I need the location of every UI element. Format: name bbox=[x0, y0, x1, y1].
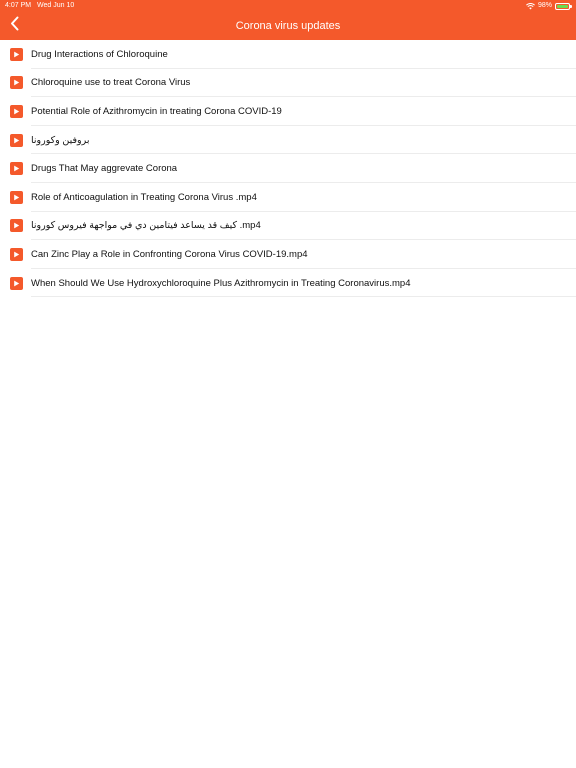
list-item-label: Chloroquine use to treat Corona Virus bbox=[31, 77, 191, 89]
play-icon bbox=[10, 248, 23, 261]
list-item-label: When Should We Use Hydroxychloroquine Plus Azithromycin in Treating Coronavirus.mp4 bbox=[31, 277, 411, 289]
status-time: 4:07 PM bbox=[5, 2, 32, 9]
list-item-label: Drugs That May aggrevate Corona bbox=[31, 163, 178, 175]
status-indicators bbox=[526, 0, 570, 12]
list-item[interactable] bbox=[0, 97, 576, 126]
wifi-icon bbox=[526, 3, 535, 10]
list-item-label: Can Zinc Play a Role in Confronting Corona Virus COVID-19.mp4 bbox=[31, 248, 308, 260]
video-list bbox=[0, 40, 576, 297]
play-icon bbox=[10, 191, 23, 204]
list-item-label: بروفين وكورونا bbox=[31, 134, 90, 146]
status-date: Wed Jun 10 bbox=[37, 2, 75, 9]
battery-level bbox=[557, 5, 568, 8]
page-title: Corona virus updates bbox=[235, 20, 341, 32]
list-item[interactable] bbox=[0, 126, 576, 155]
list-item[interactable] bbox=[0, 69, 576, 98]
play-icon bbox=[10, 105, 23, 118]
status-bar bbox=[0, 0, 576, 12]
top-bar bbox=[0, 0, 576, 40]
list-item-label: Role of Anticoagulation in Treating Corona Virus .mp4 bbox=[31, 191, 257, 203]
list-item[interactable] bbox=[0, 269, 576, 298]
list-item[interactable] bbox=[0, 212, 576, 241]
play-icon bbox=[10, 219, 23, 232]
battery-percent: 98% bbox=[537, 2, 552, 9]
list-item[interactable] bbox=[0, 154, 576, 183]
list-item[interactable] bbox=[0, 40, 576, 69]
play-icon bbox=[10, 134, 23, 147]
list-item-label: كيف قد يساعد فيتامين دي في مواجهة فيروس كورونا .mp4 bbox=[31, 220, 261, 232]
play-icon bbox=[10, 162, 23, 175]
list-item-label: Potential Role of Azithromycin in treating Corona COVID-19 bbox=[31, 105, 282, 117]
navigation-bar bbox=[0, 12, 576, 40]
play-icon bbox=[10, 48, 23, 61]
play-icon bbox=[10, 76, 23, 89]
battery-icon bbox=[555, 3, 570, 10]
list-item[interactable] bbox=[0, 183, 576, 212]
play-icon bbox=[10, 277, 23, 290]
list-item[interactable] bbox=[0, 240, 576, 269]
list-item-label: Drug Interactions of Chloroquine bbox=[31, 48, 168, 60]
